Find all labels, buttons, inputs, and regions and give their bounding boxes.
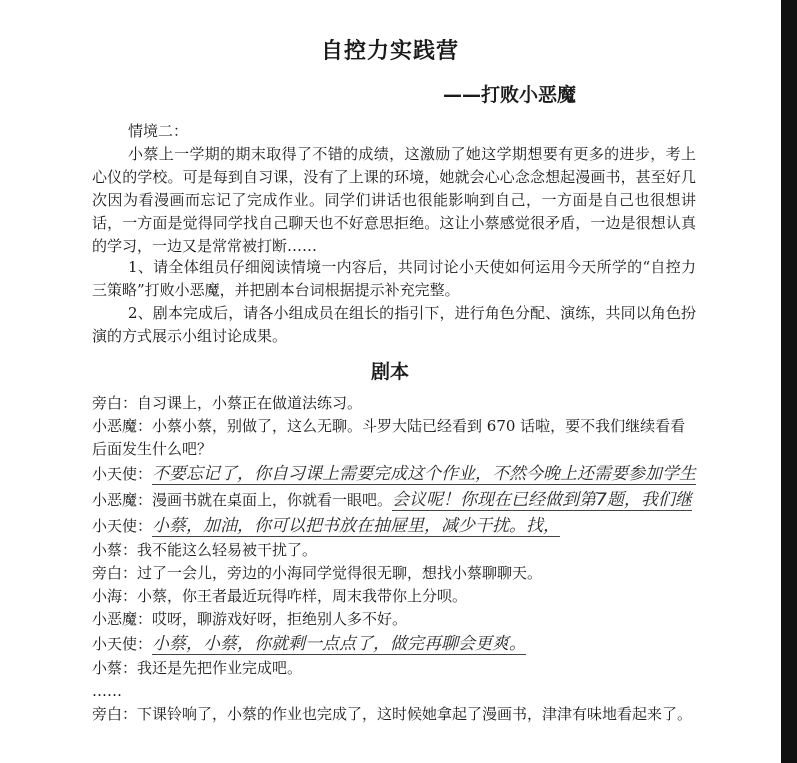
page-subtitle: ——打败小恶魔 xyxy=(443,84,577,106)
script-line xyxy=(92,487,782,513)
speaker: 小天使： xyxy=(92,465,153,483)
speaker: 小天使： xyxy=(92,635,153,653)
task-2: 2、剧本完成后，请各小组成员在组长的指引下，进行角色分配、演练，共同以角色扮演的方式展示小组讨论成果。 xyxy=(92,304,696,345)
handwritten-answer: 小蔡，加油，你可以把书放在抽屉里，减少干扰。找， xyxy=(152,516,561,536)
script-line: 小蔡：我不能这么轻易被干扰了。 xyxy=(92,541,318,559)
handwritten-answer: 小蔡，小蔡，你就剩一点点了，做完再聊会更爽。 xyxy=(152,634,527,654)
script-line: 小蔡：我还是先把作业完成吧。 xyxy=(92,659,303,677)
scan-edge xyxy=(781,0,797,763)
speaker: 小恶魔： xyxy=(92,491,153,509)
handwritten-answer: 会议呢！你现在已经做到第7题，我们继 xyxy=(392,490,692,510)
script-line: 小恶魔：小蔡小蔡，别做了，这么无聊。斗罗大陆已经看到 670 话啦，要不我们继续看看后面发生什么吧？ xyxy=(92,417,686,458)
printed-text: 漫画书就在桌面上，你就看一眼吧。 xyxy=(152,491,393,509)
tasks-section xyxy=(92,256,696,348)
speaker: 小天使： xyxy=(92,517,153,535)
scenario-text: 小蔡上一学期的期末取得了不错的成绩，这激励了她这学期想要有更多的进步，考上心仪的学校。可是每到自习课，没有了上课的环境，她就会心心念念想起漫画书，甚至好几次因为看漫画而忘记了完成作业。同学们讲话也很能影响到自己，一方面是自己也很想讲话，一方面是觉得同学找自己聊天也不好意思拒绝。这让小蔡感觉很矛盾，一边是很想认真的学习，一边又是常常被打断…… xyxy=(92,145,696,255)
script-line: 小海：小蔡，你王者最近玩得咋样，周末我带你上分呗。 xyxy=(92,587,468,605)
task-1: 1、请全体组员仔细阅读情境一内容后，共同讨论小天使如何运用今天所学的“自控力三策略”打败小恶魔，并把剧本台词根据提示补充完整。 xyxy=(92,258,696,299)
script-line xyxy=(92,461,782,487)
script-line: 旁白：自习课上，小蔡正在做道法练习。 xyxy=(92,394,363,412)
scenario-section xyxy=(92,120,696,258)
ellipsis: …… xyxy=(92,682,122,700)
scenario-label: 情境二： xyxy=(128,122,189,140)
script-line xyxy=(92,631,782,657)
script-line xyxy=(92,513,782,539)
handwritten-answer: 不要忘记了，你自习课上需要完成这个作业，不然今晚上还需要参加学生 xyxy=(152,464,697,484)
script-line: 小恶魔：哎呀，聊游戏好呀，拒绝别人多不好。 xyxy=(92,610,408,628)
script-section xyxy=(92,392,782,726)
page-title: 自控力实践营 xyxy=(320,39,459,64)
script-line: 旁白：过了一会儿，旁边的小海同学觉得很无聊，想找小蔡聊聊天。 xyxy=(92,564,543,582)
script-title: 剧本 xyxy=(370,361,409,383)
script-line: 旁白：下课铃响了，小蔡的作业也完成了，这时候她拿起了漫画书，津津有味地看起来了。 xyxy=(92,705,693,723)
